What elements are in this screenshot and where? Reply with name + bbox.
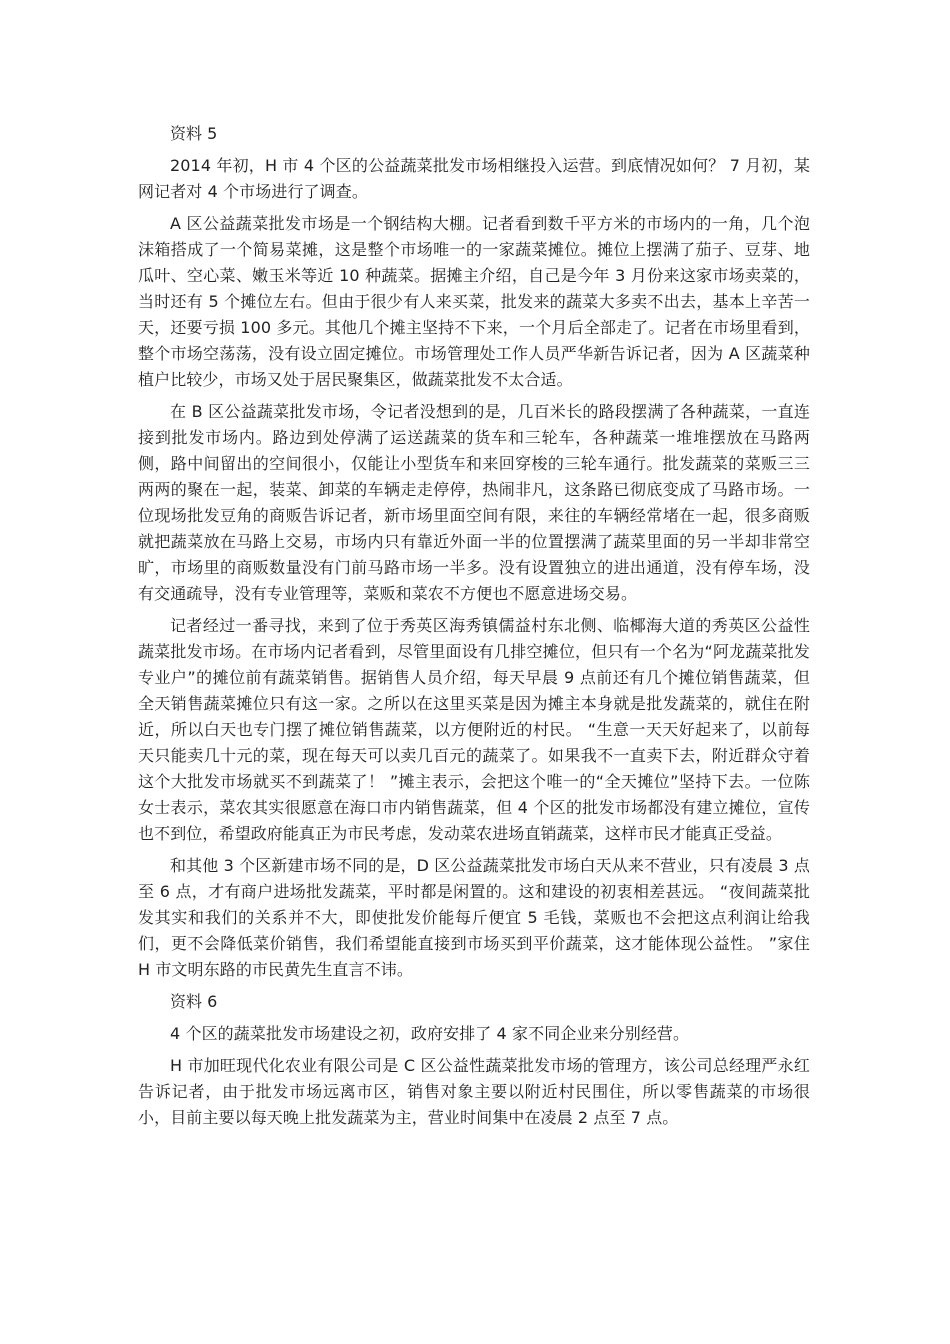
paragraph: 和其他 3 个区新建市场不同的是，D 区公益蔬菜批发市场白天从来不营业，只有凌晨 3 点至 6 点，才有商户进场批发蔬菜，平时都是闲置的。这和建设的初衷相差甚远。 “夜间蔬菜批发其实和我们的关系并不大，即使批发价能每斤便宜 5 毛钱，菜贩也不会把这点利润让给我们，更不会降低菜价销售，我们希望能直接到市场买到平价蔬菜，这才能体现公益性。 ”家住 H 市文明东路的市民黄先生直言不讳。 (138, 856, 810, 979)
paragraph: H 市加旺现代化农业有限公司是 C 区公益性蔬菜批发市场的管理方，该公司总经理严永红告诉记者，由于批发市场远离市区，销售对象主要以附近村民围住，所以零售蔬菜的市场很小，目前主要以每天晚上批发蔬菜为主，营业时间集中在凌晨 2 点至 7 点。 (138, 1056, 810, 1127)
paragraph: 4 个区的蔬菜批发市场建设之初，政府安排了 4 家不同企业来分别经营。 (170, 1024, 690, 1043)
paragraph: 记者经过一番寻找，来到了位于秀英区海秀镇儒益村东北侧、临椰海大道的秀英区公益性蔬菜批发市场。在市场内记者看到，尽管里面设有几排空摊位，但只有一个名为“阿龙蔬菜批发专业户”的摊位前有蔬菜销售。据销售人员介绍，每天早晨 9 点前还有几个摊位销售蔬菜，但全天销售蔬菜摊位只有这一家。之所以在这里买菜是因为摊主本身就是批发蔬菜的，就住在附近，所以白天也专门摆了摊位销售蔬菜，以方便附近的村民。 “生意一天天好起来了，以前每天只能卖几十元的菜，现在每天可以卖几百元的蔬菜了。如果我不一直卖下去，附近群众守着这个大批发市场就买不到蔬菜了！ ”摊主表示，会把这个唯一的“全天摊位”坚持下去。一位陈女士表示，菜农其实很愿意在海口市内销售蔬菜，但 4 个区的批发市场都没有建立摊位，宣传也不到位，希望政府能真正为市民考虑，发动菜农进场直销蔬菜，这样市民才能真正受益。 (138, 616, 810, 843)
section-heading-material-5: 资料 5 (170, 124, 218, 143)
paragraph: A 区公益蔬菜批发市场是一个钢结构大棚。记者看到数千平方米的市场内的一角，几个泡沫箱搭成了一个简易菜摊，这是整个市场唯一的一家蔬菜摊位。摊位上摆满了茄子、豆芽、地瓜叶、空心菜、嫩玉米等近 10 种蔬菜。据摊主介绍，自己是今年 3 月份来这家市场卖菜的，当时还有 5 个摊位左右。但由于很少有人来买菜，批发来的蔬菜大多卖不出去，基本上辛苦一天，还要亏损 100 多元。其他几个摊主坚持不下来，一个月后全部走了。记者在市场里看到，整个市场空荡荡，没有设立固定摊位。市场管理处工作人员严华新告诉记者，因为 A 区蔬菜种植户比较少，市场又处于居民聚集区，做蔬菜批发不太合适。 (138, 214, 810, 389)
paragraph: 2014 年初，H 市 4 个区的公益蔬菜批发市场相继投入运营。到底情况如何？ 7 月初，某网记者对 4 个市场进行了调查。 (138, 156, 810, 201)
section-heading-material-6: 资料 6 (170, 992, 218, 1011)
paragraph: 在 B 区公益蔬菜批发市场，令记者没想到的是，几百米长的路段摆满了各种蔬菜，一直连接到批发市场内。路边到处停满了运送蔬菜的货车和三轮车，各种蔬菜一堆堆摆放在马路两侧，路中间留出的空间很小，仅能让小型货车和来回穿梭的三轮车通行。批发蔬菜的菜贩三三两两的聚在一起，装菜、卸菜的车辆走走停停，热闹非凡，这条路已彻底变成了马路市场。一位现场批发豆角的商贩告诉记者，新市场里面空间有限，来往的车辆经常堵在一起，很多商贩就把蔬菜放在马路上交易，市场内只有靠近外面一半的位置摆满了蔬菜里面的另一半却非常空旷，市场里的商贩数量没有门前马路市场一半多。没有设置独立的进出通道，没有停车场，没有交通疏导，没有专业管理等，菜贩和菜农不方便也不愿意进场交易。 (138, 402, 810, 603)
document-page (138, 121, 810, 1137)
